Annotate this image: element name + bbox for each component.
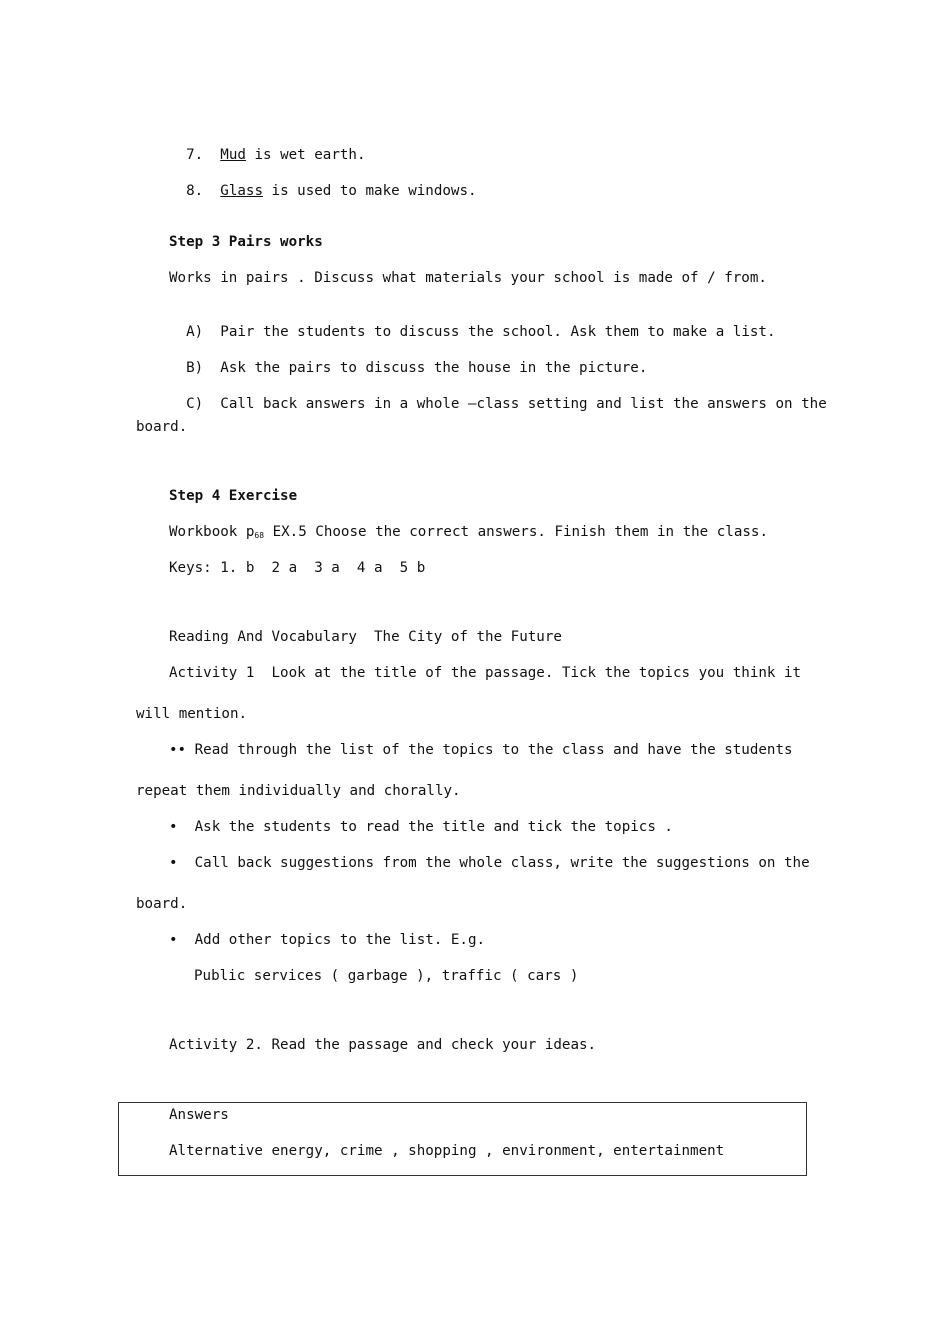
vocab-word: Glass [220, 183, 263, 199]
vocab-word: Mud [220, 147, 246, 163]
step4-heading: Step 4 Exercise [169, 488, 298, 504]
list-text: Pair the students to discuss the school. Ask them to make a list. [220, 324, 776, 340]
step3-item-c-cont: board. [136, 419, 188, 435]
item-text: is wet earth. [245, 147, 366, 163]
step3-heading: Step 3 Pairs works [169, 234, 323, 250]
list-label: C) [186, 396, 204, 412]
step3-item-c [169, 377, 827, 413]
workbook-instruction: EX.5 Choose the correct answers. Finish them in the class. [264, 524, 769, 540]
step4-workbook-line [169, 523, 768, 545]
list-label: A) [186, 324, 204, 340]
item-number: 7. [186, 147, 204, 163]
bullet-1: •• Read through the list of the topics to the class and have the students [169, 742, 793, 758]
step3-item-b [169, 341, 647, 377]
step3-intro: Works in pairs . Discuss what materials your school is made of / from. [169, 270, 767, 286]
answers-label: Answers [169, 1107, 229, 1123]
list-text: Ask the pairs to discuss the house in the picture. [220, 360, 648, 376]
bullet-1-cont: repeat them individually and chorally. [136, 783, 461, 799]
bullet-3: • Call back suggestions from the whole class, write the suggestions on the [169, 855, 810, 871]
activity1-text: Activity 1 Look at the title of the passage. Tick the topics you think it [169, 665, 802, 681]
reading-title: Reading And Vocabulary The City of the Future [169, 629, 562, 645]
bullet-3-cont: board. [136, 896, 188, 912]
bullet-4-cont: Public services ( garbage ), traffic ( cars ) [194, 968, 579, 984]
answers-text: Alternative energy, crime , shopping , environment, entertainment [169, 1143, 725, 1159]
item-text: is used to make windows. [263, 183, 477, 199]
item-8 [169, 164, 477, 200]
step4-keys: Keys: 1. b 2 a 3 a 4 a 5 b [169, 560, 426, 576]
item-7 [169, 128, 366, 164]
step3-item-a [169, 305, 776, 341]
list-text: Call back answers in a whole –class setting and list the answers on the [220, 396, 827, 412]
bullet-2: • Ask the students to read the title and tick the topics . [169, 819, 673, 835]
bullet-4: • Add other topics to the list. E.g. [169, 932, 486, 948]
workbook-text: Workbook p [169, 524, 255, 540]
page-number-subscript: 68 [254, 531, 265, 540]
item-number: 8. [186, 183, 204, 199]
list-label: B) [186, 360, 204, 376]
activity1-cont: will mention. [136, 706, 248, 722]
activity2-text: Activity 2. Read the passage and check your ideas. [169, 1037, 597, 1053]
